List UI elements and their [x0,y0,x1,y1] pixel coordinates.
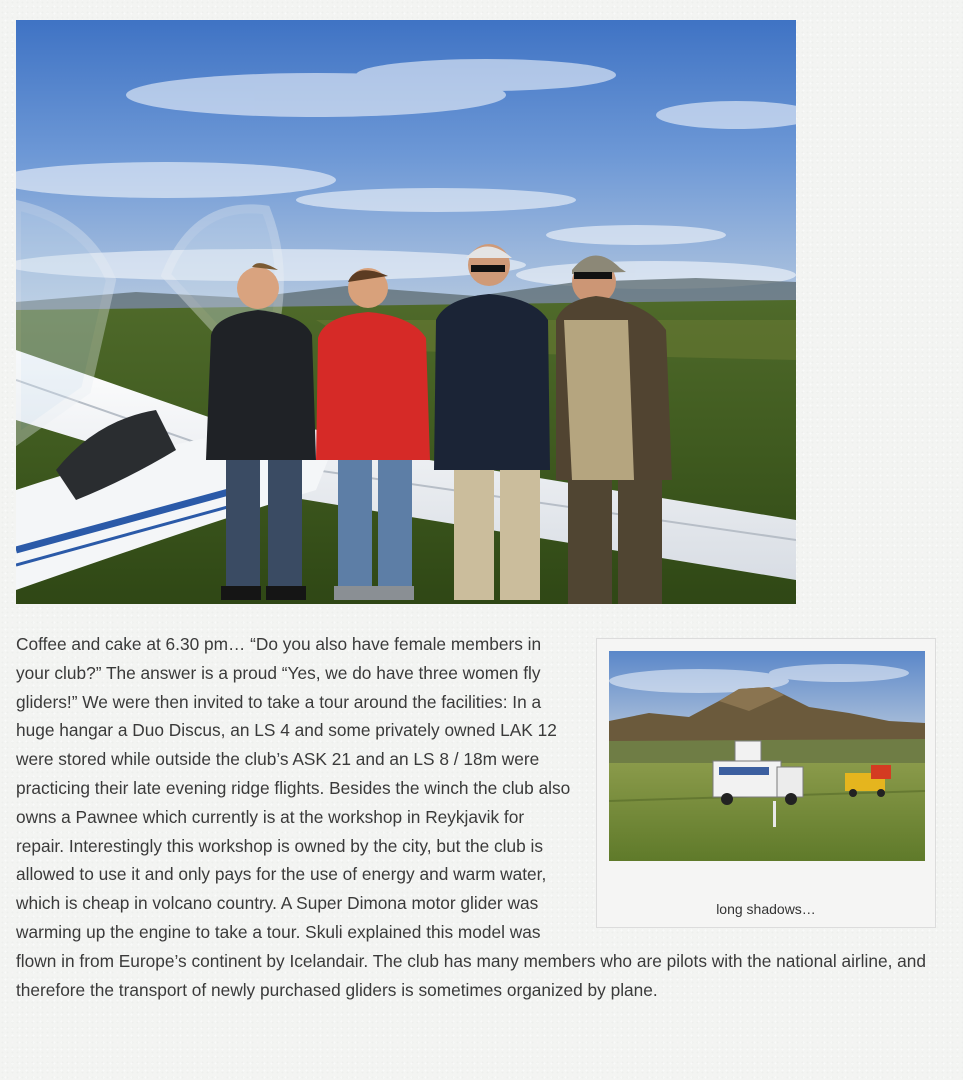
article-paragraph: Coffee and cake at 6.30 pm… “Do you also have female members in your club?” The answer is a proud “Yes, we do have three women fly gliders!” We were then invited to take a tour around the facilities: In a huge hangar a Duo Discus, an LS 4 and some privately owned LAK 12 were stored while outside the club’s ASK 21 and an LS 8 / 18m were practicing their late evening ridge flights. Besides the winch the club also owns a Pawnee which currently is at the workshop in Reykjavik for repair. Interestingly this workshop is owned by the city, but the club is allowed to use it and only pays for the use of energy and warm water, which is cheap in volcano country. A Super Dimona motor glider was warming up the engine to take a tour. Skuli explained this model was flown in from Europe’s continent by Icelandair. The club has many members who are pilots with the national airline, and therefore the transport of newly purchased gliders is sometimes organized by plane. [16,634,926,1000]
main-photo-illustration [16,20,796,604]
figure-photo-illustration [609,651,925,861]
main-photo [16,20,796,604]
article [16,630,936,1004]
figure-long-shadows [596,638,936,928]
figure-photo [609,651,925,861]
figure-caption: long shadows… [716,901,816,917]
